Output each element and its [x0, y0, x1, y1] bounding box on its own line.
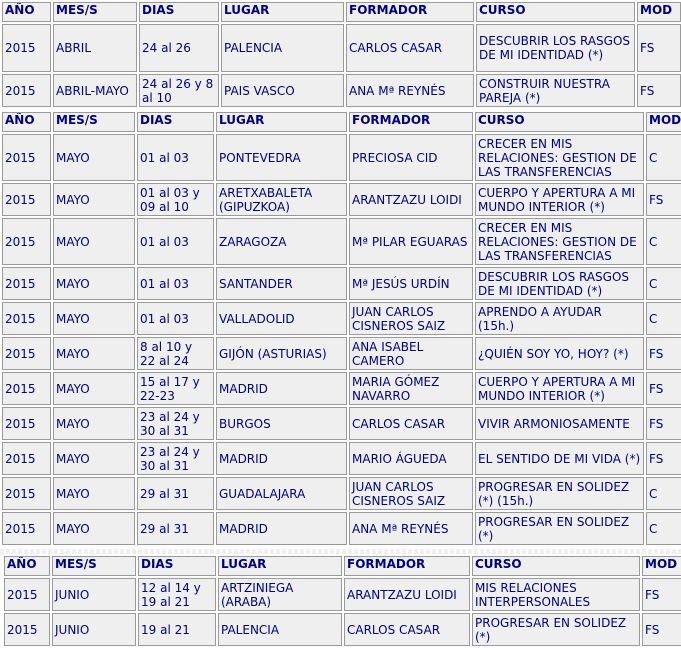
header-mode: MOD: [637, 2, 681, 22]
table-row: [2, 218, 681, 265]
cell-place: GIJÓN (ASTURIAS): [216, 337, 347, 370]
header-row: [4, 556, 681, 576]
cell-place: ARTZINIEGA (ARABA): [218, 578, 342, 611]
cell-trainer: Mª JESÚS URDÍN: [349, 267, 473, 300]
header-course: CURSO: [476, 2, 635, 22]
cell-place: PONTEVEDRA: [216, 134, 347, 181]
cell-days: 15 al 17 y 22-23: [137, 372, 214, 405]
header-place: LUGAR: [218, 556, 342, 576]
cell-place: PALENCIA: [221, 24, 344, 72]
cell-mode: FS: [637, 74, 681, 107]
table-row: [2, 74, 681, 107]
table-row: [2, 24, 681, 72]
cell-trainer: JUAN CARLOS CISNEROS SAIZ: [349, 302, 473, 335]
cell-place: BURGOS: [216, 407, 347, 440]
cell-month: MAYO: [53, 512, 135, 545]
cell-mode: C: [646, 134, 681, 181]
cell-days: 01 al 03 y 09 al 10: [137, 183, 214, 216]
cell-year: 2015: [2, 74, 51, 107]
header-course: CURSO: [475, 112, 644, 132]
header-month: MES/S: [53, 112, 135, 132]
header-trainer: FORMADOR: [344, 556, 470, 576]
cell-year: 2015: [2, 512, 51, 545]
header-month: MES/S: [53, 2, 137, 22]
cell-year: 2015: [2, 24, 51, 72]
cell-course: VIVIR ARMONIOSAMENTE: [475, 407, 644, 440]
cell-mode: FS: [642, 613, 681, 646]
table-row: [2, 183, 681, 216]
cell-place: ZARAGOZA: [216, 218, 347, 265]
cell-course: EL SENTIDO DE MI VIDA (*): [475, 442, 644, 475]
cell-days: 01 al 03: [137, 134, 214, 181]
cell-days: 12 al 14 y 19 al 21: [138, 578, 216, 611]
cell-month: MAYO: [53, 302, 135, 335]
table-row: [2, 302, 681, 335]
cell-mode: FS: [637, 24, 681, 72]
cell-month: MAYO: [53, 477, 135, 510]
header-place: LUGAR: [221, 2, 344, 22]
cell-mode: FS: [646, 442, 681, 475]
table-row: [2, 372, 681, 405]
table-row: [2, 407, 681, 440]
cell-place: ARETXABALETA (GIPUZKOA): [216, 183, 347, 216]
header-days: DIAS: [138, 556, 216, 576]
cell-month: JUNIO: [52, 613, 136, 646]
cell-course: PROGRESAR EN SOLIDEZ (*): [475, 512, 644, 545]
cell-days: 29 al 31: [137, 477, 214, 510]
table-row: [4, 578, 681, 611]
cell-year: 2015: [2, 218, 51, 265]
cell-days: 24 al 26 y 8 al 10: [139, 74, 219, 107]
header-mode: MOD: [642, 556, 681, 576]
cell-place: PALENCIA: [218, 613, 342, 646]
cell-place: VALLADOLID: [216, 302, 347, 335]
cell-trainer: ARANTZAZU LOIDI: [344, 578, 470, 611]
cell-year: 2015: [2, 337, 51, 370]
cell-month: MAYO: [53, 337, 135, 370]
cell-course: CUERPO Y APERTURA A MI MUNDO INTERIOR (*): [475, 183, 644, 216]
cell-course: DESCUBRIR LOS RASGOS DE MI IDENTIDAD (*): [476, 24, 635, 72]
table-row: [2, 267, 681, 300]
cell-trainer: ANA ISABEL CAMERO: [349, 337, 473, 370]
cell-days: 01 al 03: [137, 267, 214, 300]
cell-year: 2015: [2, 267, 51, 300]
schedule-table-may: [0, 110, 681, 547]
cell-year: 2015: [4, 613, 50, 646]
cell-month: MAYO: [53, 134, 135, 181]
cell-mode: C: [646, 218, 681, 265]
cell-trainer: CARLOS CASAR: [349, 407, 473, 440]
cell-year: 2015: [2, 372, 51, 405]
header-year: AÑO: [4, 556, 50, 576]
header-mode: MOD: [646, 112, 681, 132]
cell-days: 19 al 21: [138, 613, 216, 646]
cell-course: ¿QUIÉN SOY YO, HOY? (*): [475, 337, 644, 370]
cell-trainer: MARIO ÁGUEDA: [349, 442, 473, 475]
header-place: LUGAR: [216, 112, 347, 132]
cell-month: JUNIO: [52, 578, 136, 611]
cell-days: 01 al 03: [137, 302, 214, 335]
cell-month: MAYO: [53, 267, 135, 300]
header-trainer: FORMADOR: [346, 2, 474, 22]
cell-trainer: CARLOS CASAR: [344, 613, 470, 646]
cell-trainer: ANA Mª REYNÉS: [349, 512, 473, 545]
header-row: [2, 2, 681, 22]
table-row: [2, 134, 681, 181]
cell-month: ABRIL: [53, 24, 137, 72]
table-row: [2, 442, 681, 475]
cell-year: 2015: [2, 442, 51, 475]
cell-days: 29 al 31: [137, 512, 214, 545]
cell-year: 2015: [2, 302, 51, 335]
cell-course: CRECER EN MIS RELACIONES: GESTION DE LAS TRANSFERENCIAS: [475, 134, 644, 181]
cell-trainer: JUAN CARLOS CISNEROS SAIZ: [349, 477, 473, 510]
header-trainer: FORMADOR: [349, 112, 473, 132]
cell-days: 24 al 26: [139, 24, 219, 72]
cell-days: 23 al 24 y 30 al 31: [137, 442, 214, 475]
cell-course: CUERPO Y APERTURA A MI MUNDO INTERIOR (*): [475, 372, 644, 405]
cell-trainer: PRECIOSA CID: [349, 134, 473, 181]
cell-course: CONSTRUIR NUESTRA PAREJA (*): [476, 74, 635, 107]
cell-days: 8 al 10 y 22 al 24: [137, 337, 214, 370]
cell-trainer: ARANTZAZU LOIDI: [349, 183, 473, 216]
cell-year: 2015: [4, 578, 50, 611]
table-row: [2, 512, 681, 545]
schedule-table-june: [2, 554, 681, 648]
cell-mode: C: [646, 477, 681, 510]
header-year: AÑO: [2, 112, 51, 132]
table-row: [2, 477, 681, 510]
cell-place: MADRID: [216, 512, 347, 545]
schedule-table-april: [0, 0, 681, 109]
cell-year: 2015: [2, 477, 51, 510]
cell-mode: FS: [642, 578, 681, 611]
cell-month: MAYO: [53, 183, 135, 216]
cell-year: 2015: [2, 134, 51, 181]
cell-trainer: Mª PILAR EGUARAS: [349, 218, 473, 265]
cell-month: MAYO: [53, 407, 135, 440]
cell-trainer: ANA Mª REYNÉS: [346, 74, 474, 107]
cell-mode: FS: [646, 372, 681, 405]
cell-mode: C: [646, 302, 681, 335]
cell-course: DESCUBRIR LOS RASGOS DE MI IDENTIDAD (*): [475, 267, 644, 300]
table-row: [4, 613, 681, 646]
cell-mode: C: [646, 267, 681, 300]
header-year: AÑO: [2, 2, 51, 22]
cell-days: 01 al 03: [137, 218, 214, 265]
header-row: [2, 112, 681, 132]
cell-course: MIS RELACIONES INTERPERSONALES: [472, 578, 640, 611]
cell-course: PROGRESAR EN SOLIDEZ (*) (15h.): [475, 477, 644, 510]
cell-mode: FS: [646, 183, 681, 216]
header-month: MES/S: [52, 556, 136, 576]
cell-course: CRECER EN MIS RELACIONES: GESTION DE LAS TRANSFERENCIAS: [475, 218, 644, 265]
cell-month: MAYO: [53, 218, 135, 265]
cell-place: MADRID: [216, 372, 347, 405]
cell-mode: FS: [646, 337, 681, 370]
cell-year: 2015: [2, 183, 51, 216]
header-days: DIAS: [137, 112, 214, 132]
cell-trainer: CARLOS CASAR: [346, 24, 474, 72]
cell-trainer: MARIA GÓMEZ NAVARRO: [349, 372, 473, 405]
cell-mode: FS: [646, 407, 681, 440]
cell-place: GUADALAJARA: [216, 477, 347, 510]
cell-place: PAIS VASCO: [221, 74, 344, 107]
cell-course: APRENDO A AYUDAR (15h.): [475, 302, 644, 335]
cell-month: MAYO: [53, 372, 135, 405]
table-row: [2, 337, 681, 370]
cell-days: 23 al 24 y 30 al 31: [137, 407, 214, 440]
cell-place: SANTANDER: [216, 267, 347, 300]
header-days: DIAS: [139, 2, 219, 22]
cell-month: ABRIL-MAYO: [53, 74, 137, 107]
cell-year: 2015: [2, 407, 51, 440]
cell-place: MADRID: [216, 442, 347, 475]
cell-mode: C: [646, 512, 681, 545]
cell-course: PROGRESAR EN SOLIDEZ (*): [472, 613, 640, 646]
cell-month: MAYO: [53, 442, 135, 475]
header-course: CURSO: [472, 556, 640, 576]
